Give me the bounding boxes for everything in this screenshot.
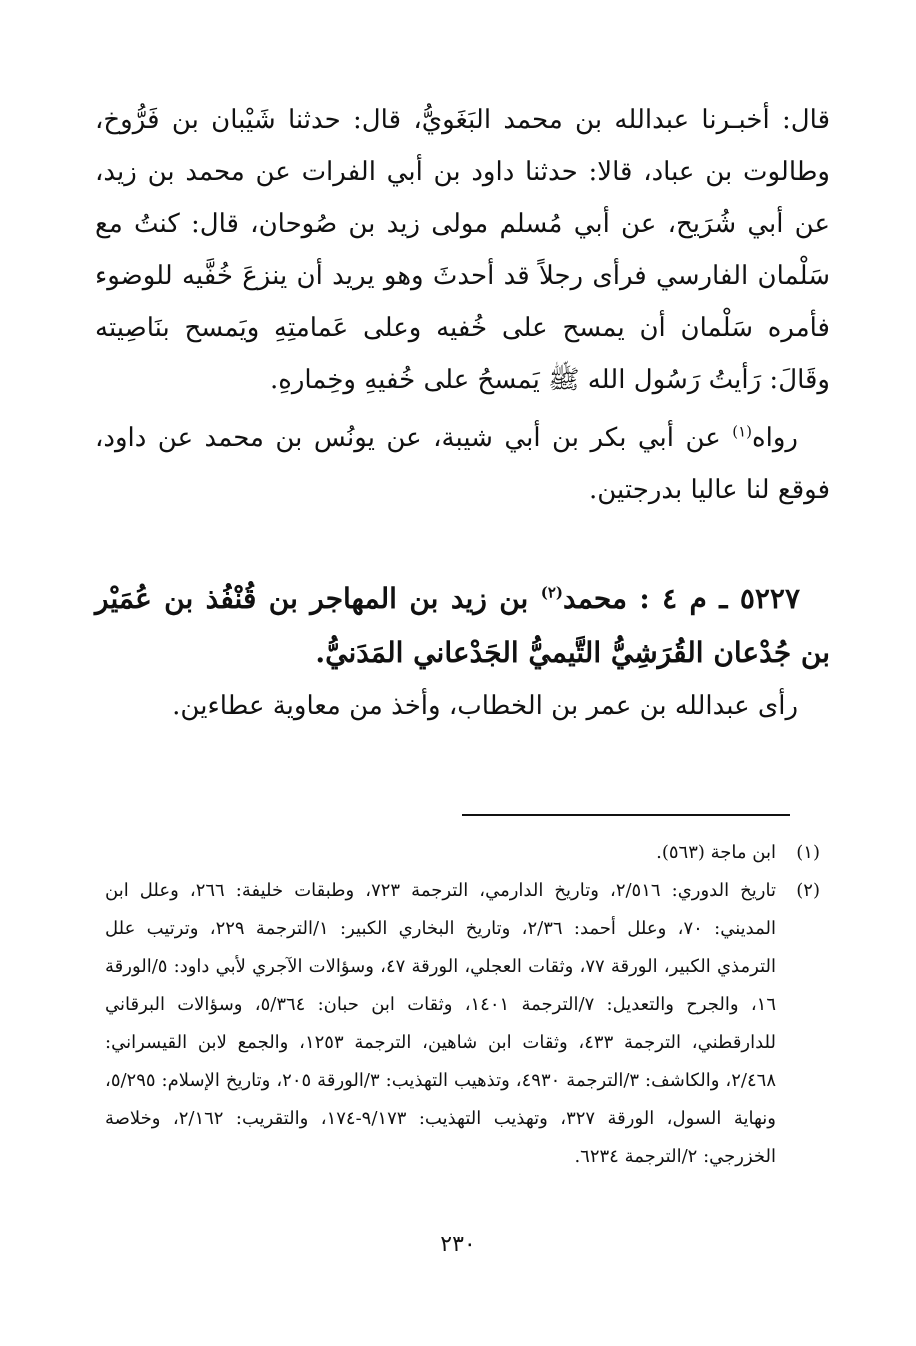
footnote-separator — [462, 814, 790, 816]
main-text-block — [95, 94, 830, 732]
narration-paragraph — [95, 412, 830, 516]
footnotes-section — [105, 834, 820, 1176]
footnote-2 — [105, 872, 820, 1176]
heading-name: بن زيد بن المهاجر بن قُنْفُذ بن عُمَيْر بن جُدْعان القُرَشِيُّ التَّيميُّ الجَدْعاني المَدَنيُّ. — [95, 582, 830, 669]
biography-text: رأى عبدالله بن عمر بن الخطاب، وأخذ من معاوية عطاءين. — [172, 691, 798, 721]
narration-text: عن أبي بكر بن أبي شيبة، عن يونُس بن محمد عن داود، فوقع لنا عاليا بدرجتين. — [95, 423, 830, 505]
spacer — [95, 516, 830, 572]
footnote-1 — [105, 834, 820, 872]
footnote-number: (١) — [796, 842, 820, 863]
footnote-text: ابن ماجة (٥٦٣). — [656, 842, 776, 863]
footnote-number: (٢) — [796, 880, 820, 901]
narration-prefix: رواه — [752, 423, 798, 453]
page-number: ٢٣٠ — [440, 1232, 476, 1257]
footnote-marker-2[interactable]: (٢) — [540, 583, 564, 602]
hadith-paragraph — [95, 94, 830, 406]
biography-heading — [95, 572, 830, 680]
footnote-text: تاريخ الدوري: ٢/٥١٦، وتاريخ الدارمي، الترجمة ٧٢٣، وطبقات خليفة: ٢٦٦، وعلل ابن المديني: ٧٠، وعلل أحمد: ٢/٣٦، وتاريخ البخاري الكبير: ١/الترجمة ٢٢٩، وترتيب علل الترمذي الكبير، الورقة ٧٧، وثقات العجلي، الورقة ٤٧، وسؤالات الآجري لأبي داود: ٥/الورقة ١٦، والجرح والتعديل: ٧/الترجمة ١٤٠١، وثقات ابن حبان: ٥/٣٦٤، وسؤالات البرقاني للدارقطني، الترجمة ٤٣٣، وثقات ابن شاهين، الترجمة ١٢٥٣، والجمع لابن القيسراني: ٢/٤٦٨، والكاشف: ٣/الترجمة ٤٩٣٠، وتذهيب التهذيب: ٣/الورقة ٢٠٥، وتاريخ الإسلام: ٥/٢٩٥، ونهاية السول، الورقة ٣٢٧، وتهذيب التهذيب: ٩/١٧٣-١٧٤، والتقريب: ٢/١٦٢، وخلاصة الخزرجي: ٢/الترجمة ٦٢٣٤. — [105, 880, 777, 1167]
heading-prefix: ٥٢٢٧ ـ م ٤ : محمد — [563, 582, 800, 615]
footnote-marker-1[interactable]: (١) — [732, 422, 753, 441]
hadith-text: قال: أخبـرنا عبدالله بن محمد البَغَويُّ، قال: حدثنا شَيْبان بن فَرُّوخ، وطالوت بن عباد، قالا: حدثنا داود بن أبي الفرات عن محمد بن زيد، عن أبي شُرَيح، عن أبي مُسلم مولى زيد بن صُوحان، قال: كنتُ مع سَلْمان الفارسي فرأى رجلاً قد أحدثَ وهو يريد أن ينزعَ خُفَّيه للوضوء فأمره سَلْمان أن يمسح على خُفيه وعلى عَمامتِهِ ويَمسح بنَاصِيته وقَالَ: رَأيتُ رَسُول الله ﷺ يَمسحُ على خُفيهِ وخِمارهِ. — [95, 105, 831, 395]
biography-paragraph — [95, 680, 830, 732]
